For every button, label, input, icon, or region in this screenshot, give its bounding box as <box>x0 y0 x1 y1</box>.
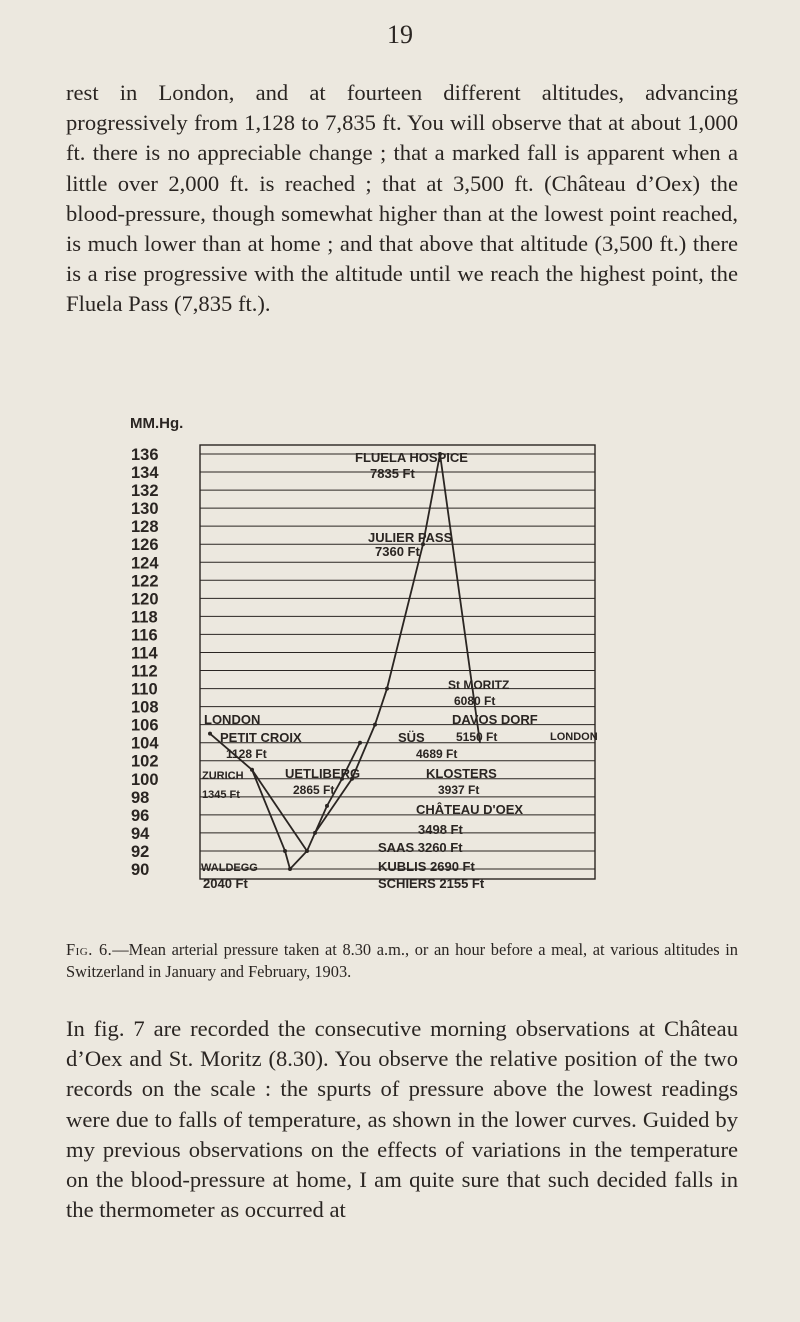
label-davos: DAVOS DORF <box>452 712 538 727</box>
y-tick-label: 106 <box>131 716 159 735</box>
data-point <box>313 831 317 835</box>
label-sus: SÜS <box>398 730 425 745</box>
label-waldegg: WALDEGG <box>201 862 258 874</box>
y-tick-label: 94 <box>131 824 150 843</box>
y-tick-label: 122 <box>131 572 159 591</box>
label-davos-alt: 5150 Ft <box>456 730 498 744</box>
y-tick-label: 114 <box>131 644 158 663</box>
plot-frame <box>200 445 595 879</box>
label-zurich-alt: 1345 Ft <box>202 789 240 801</box>
label-kublis: KUBLIS 2690 Ft <box>378 859 475 874</box>
label-julier-alt: 7360 Ft <box>375 544 420 559</box>
pressure-curve-1 <box>210 454 440 869</box>
label-waldegg-alt: 2040 Ft <box>203 876 248 891</box>
label-chateau-alt: 3498 Ft <box>418 822 463 837</box>
y-tick-label: 90 <box>131 861 150 879</box>
y-tick-label: 126 <box>131 536 159 555</box>
label-fluela: FLUELA HOSPICE <box>355 450 468 465</box>
label-fluela-alt: 7835 Ft <box>370 466 415 481</box>
y-tick-label: 102 <box>131 752 159 771</box>
y-tick-label: 132 <box>131 482 159 501</box>
figure-caption-text: —Mean arterial pressure taken at 8.30 a.m., or an hour before a meal, at various altitudes in Switzerland in January and February, 1903. <box>66 940 738 981</box>
label-klosters: KLOSTERS <box>426 766 497 781</box>
body-paragraph-top: rest in London, and at fourteen different altitudes, advancing progressively from 1,128 to 7,835 ft. You will observe that at about 1,000 ft. there is no appreciable change ; that a marked fall is apparent when a little over 2,000 ft. is reached ; that at 3,500 ft. (Château d’Oex) the blood-pressure, though somewhat higher than at the lowest point reached, is much lower than at home ; and that above that altitude (3,500 ft.) there is a rise progressive with the altitude until we reach the highest point, the Fluela Pass (7,835 ft.). <box>66 80 738 317</box>
label-london-left: LONDON <box>204 712 261 727</box>
label-petit: PETIT CROIX <box>220 730 302 745</box>
y-tick-label: 108 <box>131 698 159 717</box>
data-point <box>283 849 287 853</box>
data-point <box>208 732 212 736</box>
label-sus-alt: 4689 Ft <box>416 747 458 761</box>
label-julier: JULIER PASS <box>368 530 453 545</box>
label-london-right: LONDON <box>550 731 598 743</box>
data-point <box>358 741 362 745</box>
data-point <box>373 723 377 727</box>
blood-pressure-altitude-chart <box>130 360 630 895</box>
y-tick-label: 130 <box>131 500 159 519</box>
y-tick-label: 118 <box>131 608 158 627</box>
y-tick-label: 100 <box>131 770 159 789</box>
label-moritz-alt: 6080 Ft <box>454 694 496 708</box>
figure-label: Fig. 6. <box>66 940 113 959</box>
y-tick-label: 98 <box>131 788 150 807</box>
data-point <box>288 867 292 871</box>
y-tick-label: 92 <box>131 842 150 861</box>
label-zurich: ZURICH <box>202 770 244 782</box>
data-point <box>325 804 329 808</box>
label-uetli-alt: 2865 Ft <box>293 783 335 797</box>
y-axis <box>130 415 183 879</box>
label-klosters-alt: 3937 Ft <box>438 783 480 797</box>
data-point <box>305 849 309 853</box>
label-uetli: UETLIBERG <box>285 766 361 781</box>
label-petit-alt: 1128 Ft <box>226 747 267 761</box>
y-tick-label: 96 <box>131 806 150 825</box>
page-number: 19 <box>387 20 413 49</box>
y-tick-label: 104 <box>131 734 159 753</box>
label-saas: SAAS 3260 Ft <box>378 840 463 855</box>
y-tick-label: 112 <box>131 662 158 681</box>
y-tick-label: 120 <box>131 590 159 609</box>
label-schiers: SCHIERS 2155 Ft <box>378 876 485 891</box>
y-tick-label: 110 <box>131 680 158 699</box>
y-tick-label: 124 <box>131 554 159 573</box>
data-point <box>250 768 254 772</box>
y-axis-label: MM.Hg. <box>130 415 184 432</box>
chart-gridlines <box>200 454 595 869</box>
figure-caption <box>66 939 738 983</box>
data-point <box>385 687 389 691</box>
label-chateau: CHÂTEAU D'OEX <box>416 802 524 817</box>
y-tick-label: 134 <box>131 464 159 483</box>
label-moritz: St MORITZ <box>448 678 510 692</box>
y-tick-label: 136 <box>131 446 159 464</box>
y-tick-label: 116 <box>131 626 158 645</box>
body-paragraph-bottom: In fig. 7 are recorded the consecutive morning observations at Château d’Oex and St. Moritz (8.30). You observe the relative position of the two records on the scale : the spurts of pressure above the lowest readings were due to falls of temperature, as shown in the lower curves. Guided by my previous observations on the effects of variations in the temperature on the blood-pressure at home, I am quite sure that such decided falls in the thermometer as occurred at <box>66 1016 738 1223</box>
y-tick-label: 128 <box>131 518 159 537</box>
